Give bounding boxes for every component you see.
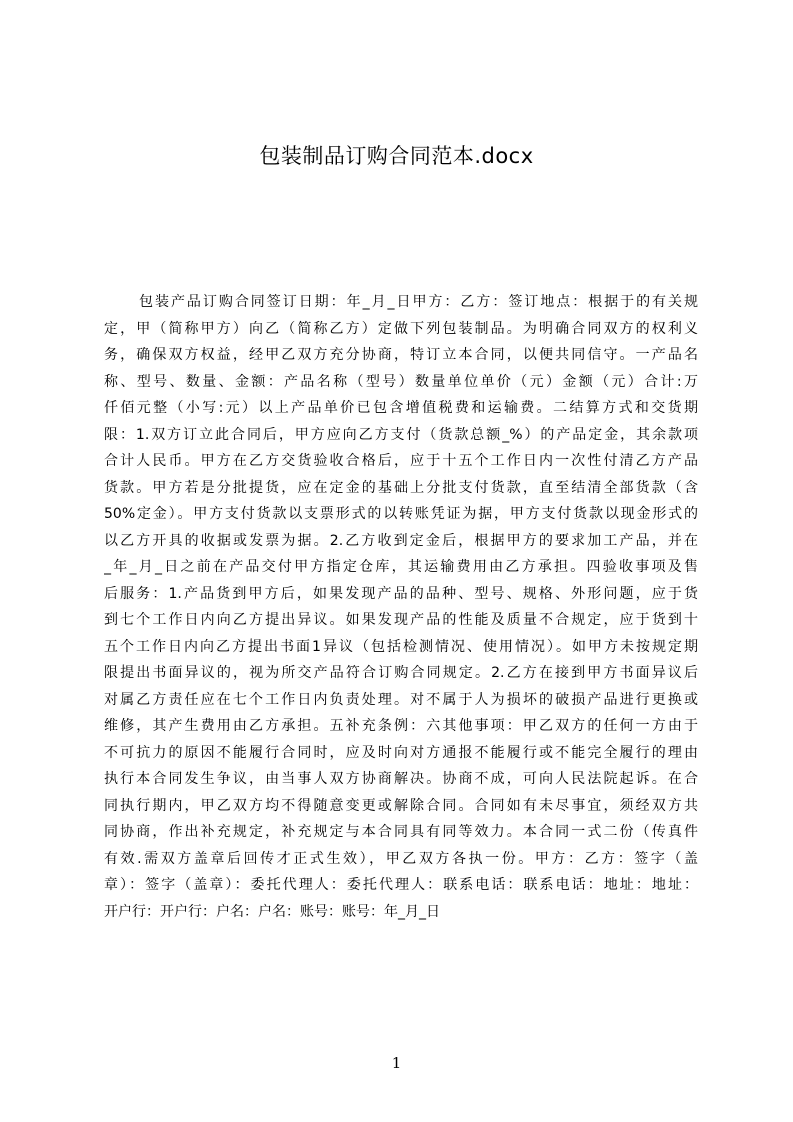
body-line: 同执行期内，甲乙双方均不得随意变更或解除合同。合同如有未尽事宜，须经双方共 (104, 797, 698, 814)
body-line: 限：1.双方订立此合同后，甲方应向乙方支付（货款总额_%）的产品定金，其余款项 (104, 426, 698, 443)
body-line: 五个工作日内向乙方提出书面1异议（包括检测情况、使用情况）。如甲方未按规定期 (104, 638, 698, 655)
document-title: 包装制品订购合同范本.docx (259, 144, 534, 168)
body-line: 后服务：1.产品货到甲方后，如果发现产品的品种、型号、规格、外形问题，应于货 (104, 585, 698, 602)
body-line: 不可抗力的原因不能履行合同时，应及时向对方通报不能履行或不能完全履行的理由 (104, 744, 698, 761)
body-line: 包装产品订购合同签订日期：年_月_日甲方：乙方：签订地点：根据于的有关规 (139, 294, 698, 310)
page-number: 1 (391, 1054, 402, 1072)
body-line: 货款。甲方若是分批提货，应在定金的基础上分批支付货款，直至结清全部货款（含 (104, 479, 698, 496)
body-line: 称、型号、数量、金额：产品名称（型号）数量单位单价（元）金额（元）合计:万 (104, 373, 698, 390)
body-line: 开户行：开户行：户名：户名：账号：账号：年_月_日 (104, 903, 440, 920)
body-line: 合计人民币。甲方在乙方交货验收合格后，应于十五个工作日内一次性付清乙方产品 (104, 453, 698, 469)
document-body (104, 289, 698, 925)
body-line: 以乙方开具的收据或发票为据。2.乙方收到定金后，根据甲方的要求加工产品，并在 (104, 532, 698, 549)
body-line: 章）：签字（盖章）：委托代理人：委托代理人：联系电话：联系电话：地址：地址： (104, 877, 698, 893)
body-line: 到七个工作日内向乙方提出异议。如果发现产品的性能及质量不合规定，应于货到十 (104, 612, 698, 628)
body-line: 务，确保双方权益，经甲乙双方充分协商，特订立本合同，以便共同信守。一产品名 (104, 347, 698, 363)
body-line: 对属乙方责任应在七个工作日内负责处理。对不属于人为损坏的破损产品进行更换或 (104, 691, 698, 708)
body-line: 同协商，作出补充规定，补充规定与本合同具有同等效力。本合同一式二份（传真件 (104, 824, 698, 840)
body-line: 定，甲（简称甲方）向乙（简称乙方）定做下列包装制品。为明确合同双方的权利义 (104, 320, 698, 337)
body-line: _年_月_日之前在产品交付甲方指定仓库，其运输费用由乙方承担。四验收事项及售 (104, 559, 698, 575)
body-line: 维修，其产生费用由乙方承担。五补充条例：六其他事项：甲乙双方的任何一方由于 (104, 718, 698, 734)
body-line: 执行本合同发生争议，由当事人双方协商解决。协商不成，可向人民法院起诉。在合 (104, 771, 698, 787)
body-line: 有效.需双方盖章后回传才正式生效），甲乙双方各执一份。甲方：乙方：签字（盖 (104, 850, 698, 867)
body-line: 仟佰元整（小写:元）以上产品单价已包含增值税费和运输费。二结算方式和交货期 (104, 400, 698, 416)
body-line: 限提出书面异议的，视为所交产品符合订购合同规定。2.乙方在接到甲方书面异议后 (104, 665, 698, 681)
body-line: 50%定金）。甲方支付货款以支票形式的以转账凭证为据，甲方支付货款以现金形式的 (104, 506, 698, 522)
